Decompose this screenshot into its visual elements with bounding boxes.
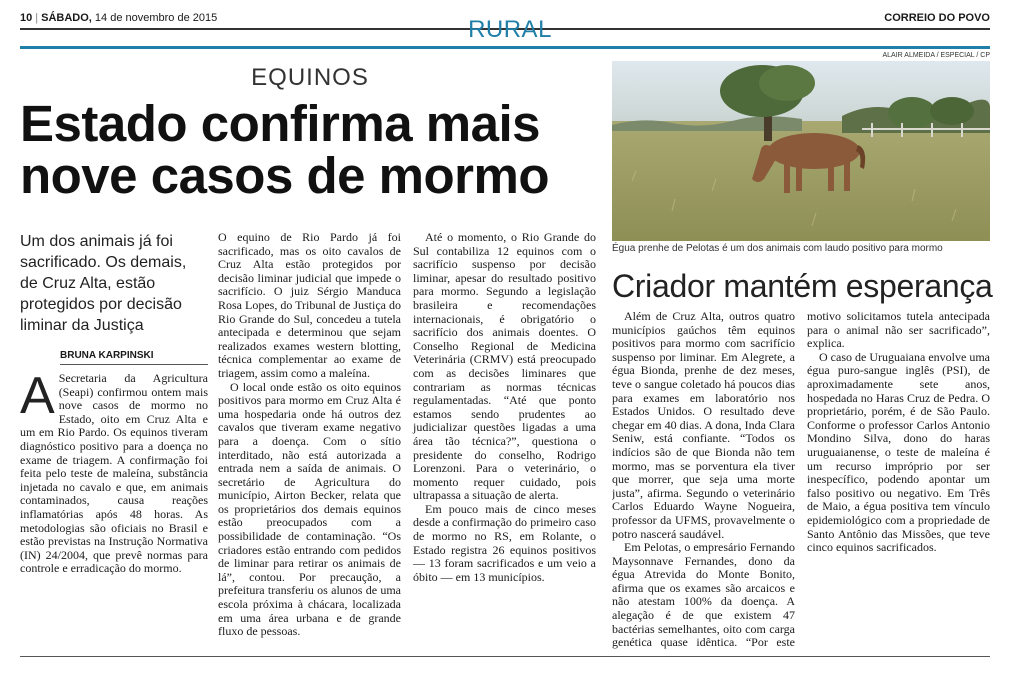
section-rule	[20, 46, 990, 49]
paragraph-5: Em pouco mais de cinco meses desde a confirmação do primeiro caso de mormo no RS, em Rolante, o Estado registra 26 equinos positivos — 13 foram sacrificados e um veio a óbito — em 13 municípios.	[413, 501, 596, 584]
lead-paragraph	[20, 372, 208, 576]
sidebar-columns	[612, 310, 990, 652]
sidebar-headline: Criador mantém esperança	[612, 268, 993, 304]
photo-credit: ALAIR ALMEIDA / ESPECIAL / CP	[882, 52, 990, 59]
bottom-rule	[20, 656, 990, 657]
byline-rule	[60, 364, 208, 365]
article-columns-2-3	[218, 231, 596, 652]
sidebar-paragraph-3: O caso de Uruguaiana envolve uma égua puro-sangue inglês (PSI), de aproximadamente sete anos, hospedada no Haras Cruz de Pedra. O proprietário, porém, é de São Paulo. Conforme o professor Carlos Antonio Mondino Silva, dono do haras uruguaianense, o teste de maleína é um recurso impróprio por ser inespecífico, podendo apontar um falso positivo ou negativo. Em Três de Maio, a égua positiva tem vínculo epidemiológico com a propriedade de Santo Antônio das Missões, que teve cinco equinos sacrificados.	[807, 349, 990, 555]
page-number: 10	[20, 12, 33, 24]
headline: Estado confirma mais nove casos de mormo	[20, 95, 550, 204]
publication-name: CORREIO DO POVO	[884, 12, 990, 24]
deck: Um dos animais já foi sacrificado. Os demais, de Cruz Alta, estão protegidos por decisão liminar da Justiça	[20, 233, 187, 334]
sidebar-paragraph-2: Em Pelotas, o empresário Fernando Maysonnave Fernandes, dono da égua Atrevida do Monte Bonito, afirma que os exames são arcaicos e não atestam 100% da doença. A alegação é de que existem 47 bactérias semelhantes, oito com carga genética quase idêntica. “Por este motivo solicitamos tutela antecipada para o animal não ser sacrificado”, explica.	[612, 310, 990, 650]
byline: BRUNA KARPINSKI	[60, 350, 154, 361]
paragraph-4: Até o momento, o Rio Grande do Sul contabiliza 12 equinos com o sacrifício suspenso por decisão liminar, apesar do resultado positivo para mormo. Segundo a legislação brasileira e recomendações internacionais, é obrigatório o sacrifício dos animais doentes. O Conselho Regional de Medicina Veterinária (CRMV) está preocupado com as decisões liminares que contrariam as normas técnicas regulamentadas. “Até que ponto estamos sendo prudentes ao judicializar questões ligadas a uma área tão técnica?”, questiona o presidente do conselho, Rodrigo Lorenzoni. Para o veterinário, o momento requer cuidado, pois ultrapassa a situação de alerta.	[413, 231, 596, 503]
paragraph-1: Secretaria da Agricultura (Seapi) confirmou ontem mais nove casos de mormo no Estado, oito em Cruz Alta e um em Rio Pardo. Os equinos tiveram diagnóstico positivo para a doença no exame de triagem. A confirmação foi feita pelo teste de maleína, substância injetada no cavalo e que, em animais contaminados, causa reações inflamatórias após 48 horas. As metodologias são oficiais no Brasil e estão previstas na Instrução Normativa (IN) 24/2004, que prevê normas para controle e erradicação do mormo.	[20, 372, 208, 576]
folio: 10 | SÁBADO, 14 de novembro de 2015	[20, 12, 218, 24]
section-title: RURAL	[468, 16, 552, 43]
paragraph-3: O local onde estão os oito equinos positivos para mormo em Cruz Alta é uma hospedaria onde há outros dez cavalos que tiveram exame negativo para a doença. Com o sítio interditado, não está autorizada a entrada nem a saída de animais. O secretário de Agricultura do município, Airton Becker, relata que os proprietários dos demais equinos estão preocupados com a possibilidade de contaminação. “Os criadores estão entrando com pedidos de liminar para retirar os animais de lá”, contou. Por precaução, a prefeitura transferiu os alunos de uma escola próxima à chácara, localizada em uma área urbana e de grande fluxo de pessoas.	[218, 379, 401, 639]
horse-photo	[612, 61, 990, 241]
issue-date: 14 de novembro de 2015	[94, 12, 218, 24]
sidebar-paragraph-1: Além de Cruz Alta, outros quatro municípios gaúchos têm equinos positivos para mormo com sacrifício suspenso por liminar. Em Alegrete, a égua Bionda, prenhe de dez meses, teve o sangue coletado há poucos dias para exames em laboratório nos Estados Unidos. O resultado deve chegar em 40 dias. A dona, Inda Clara Seniw, está confiante. “Todos os indícios são de que Bionda não tem mormo, mas se porventura ela tiver que morrer, que seja uma morte justa”, afirma. Segundo o veterinário Carlos Eduardo Wayne Nogueira, professor da UFMS, provavelmente o potro nascerá saudável.	[612, 310, 795, 541]
paragraph-2: O equino de Rio Pardo já foi sacrificado, mas os oito cavalos de Cruz Alta estão protegidos por decisão liminar judicial que impede o sacrifício. O juiz Sérgio Manduca Rosa Lopes, do Tribunal de Justiça do Rio Grande do Sul, concedeu a tutela antecipada e determinou que sejam realizados exames western blotting, técnica complementar ao exame de triagem, assim como a maleína.	[218, 231, 401, 380]
photo-caption: Égua prenhe de Pelotas é um dos animais com laudo positivo para mormo	[612, 243, 943, 254]
kicker: EQUINOS	[251, 64, 369, 91]
day-of-week: SÁBADO,	[41, 12, 92, 24]
drop-cap: A	[20, 372, 55, 425]
article-column-1	[20, 372, 208, 652]
